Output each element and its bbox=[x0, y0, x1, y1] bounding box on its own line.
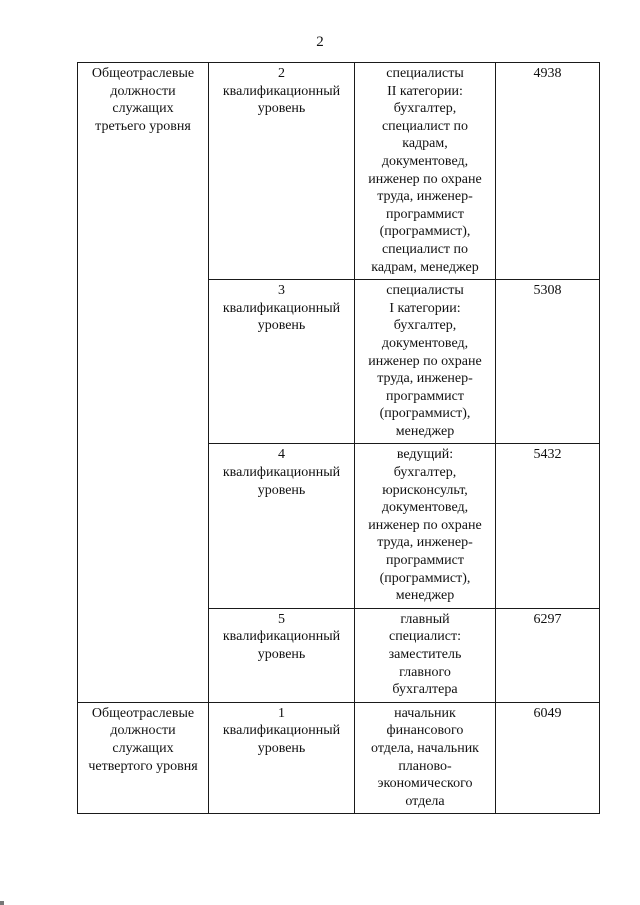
table-row bbox=[78, 63, 600, 280]
positions-cell: специалисты II категории: бухгалтер, специалист по кадрам, документовед, инженер по охране труда, инженер- программист (программист), специалист по кадрам, менеджер bbox=[355, 63, 496, 280]
salary-table bbox=[77, 62, 600, 814]
page-number: 2 bbox=[316, 34, 324, 50]
salary-cell: 5308 bbox=[496, 280, 600, 444]
salary-cell: 6049 bbox=[496, 702, 600, 814]
group-name-cell: Общеотраслевые должности служащих третьего уровня bbox=[78, 63, 209, 703]
positions-cell: начальник финансового отдела, начальник планово- экономического отдела bbox=[355, 702, 496, 814]
positions-cell: ведущий: бухгалтер, юрисконсульт, документовед, инженер по охране труда, инженер- программист (программист), менеджер bbox=[355, 444, 496, 608]
qualification-level-cell: 2 квалификационный уровень bbox=[209, 63, 355, 280]
positions-cell: главный специалист: заместитель главного бухгалтера bbox=[355, 608, 496, 702]
salary-cell: 6297 bbox=[496, 608, 600, 702]
qualification-level-cell: 5 квалификационный уровень bbox=[209, 608, 355, 702]
scan-mark bbox=[0, 901, 4, 905]
table-row bbox=[78, 702, 600, 814]
qualification-level-cell: 1 квалификационный уровень bbox=[209, 702, 355, 814]
salary-cell: 4938 bbox=[496, 63, 600, 280]
group-name-cell: Общеотраслевые должности служащих четвертого уровня bbox=[78, 702, 209, 814]
qualification-level-cell: 3 квалификационный уровень bbox=[209, 280, 355, 444]
qualification-level-cell: 4 квалификационный уровень bbox=[209, 444, 355, 608]
positions-cell: специалисты I категории: бухгалтер, документовед, инженер по охране труда, инженер- программист (программист), менеджер bbox=[355, 280, 496, 444]
salary-cell: 5432 bbox=[496, 444, 600, 608]
